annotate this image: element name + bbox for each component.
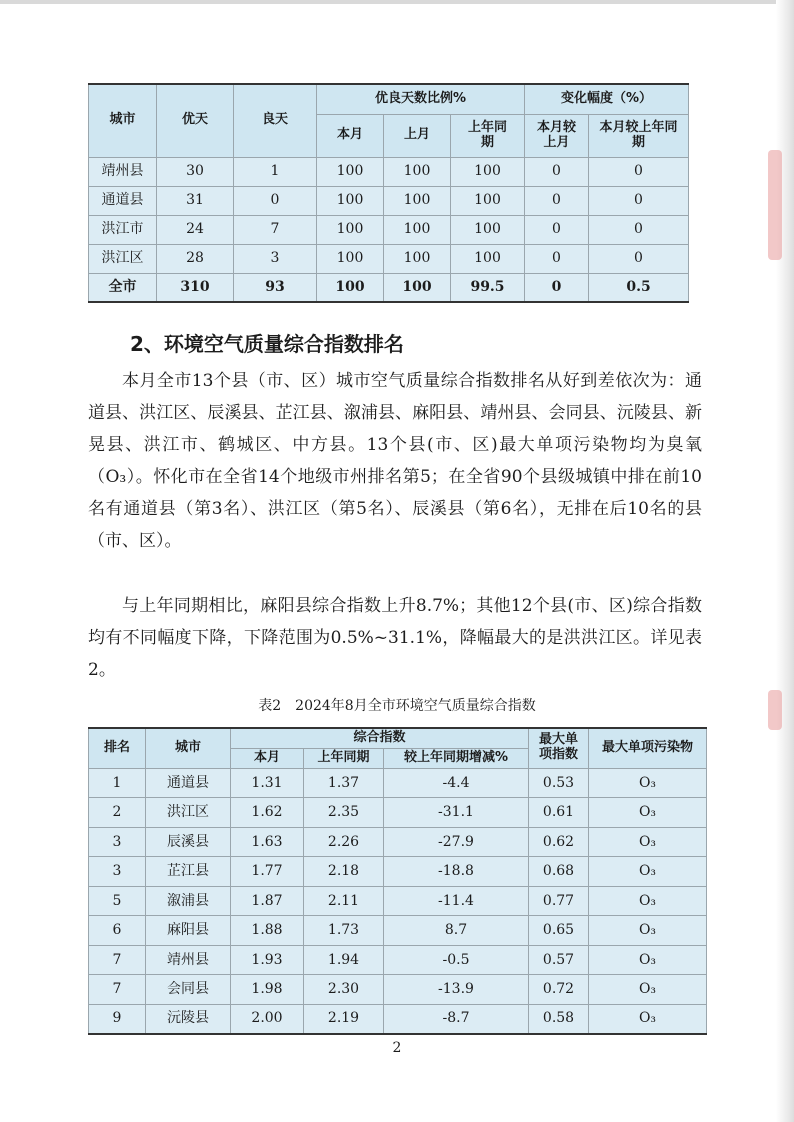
table-cell: 2 (89, 798, 146, 828)
header-vs-last-year: 本月较上年同期 (589, 114, 689, 157)
table-cell: 靖州县 (146, 945, 231, 975)
table-cell: 100 (451, 157, 525, 186)
table-cell: 100 (384, 215, 451, 244)
header-last-month: 上月 (384, 114, 451, 157)
table-row (89, 157, 689, 186)
table-cell: 100 (451, 186, 525, 215)
table-cell: 0 (589, 215, 689, 244)
table-row (89, 975, 707, 1005)
table-cell: 310 (157, 273, 234, 302)
table-cell: 100 (317, 244, 384, 273)
table-cell: 7 (89, 975, 146, 1005)
table-cell: 麻阳县 (146, 916, 231, 946)
table-cell: 8.7 (384, 916, 529, 946)
header-change: 较上年同期增减% (384, 748, 529, 768)
table-cell: 0.68 (529, 857, 589, 887)
table-row (89, 886, 707, 916)
table-cell: 1.37 (304, 768, 384, 798)
table-cell: 100 (384, 186, 451, 215)
table-cell: 2.19 (304, 1004, 384, 1034)
red-bleed-mark (768, 150, 782, 260)
table-cell: 3 (234, 244, 317, 273)
table-row (89, 827, 707, 857)
table-cell: O₃ (589, 1004, 707, 1034)
table-cell: O₃ (589, 768, 707, 798)
ranking-paragraph: 本月全市13个县（市、区）城市空气质量综合指数排名从好到差依次为：通道县、洪江区、辰溪县、芷江县、溆浦县、麻阳县、靖州县、会同县、沅陵县、新晃县、洪江市、鹤城区、中方县。13个县(市、区)最大单项污染物均为臭氧（O₃）。怀化市在全省14个地级市州排名第5；在全省90个县级城镇中排在前10名有通道县（第3名）、洪江区（第5名）、辰溪县（第6名），无排在后10名的县（市、区）。 (88, 371, 702, 551)
table-cell: 3 (89, 857, 146, 887)
table-cell: 7 (89, 945, 146, 975)
table-cell: O₃ (589, 975, 707, 1005)
table-cell: 0.72 (529, 975, 589, 1005)
table-cell: 0 (525, 273, 589, 302)
table-cell: O₃ (589, 916, 707, 946)
composite-index-table (88, 727, 707, 1035)
table-cell: 通道县 (146, 768, 231, 798)
table-cell: 31 (157, 186, 234, 215)
header-city: 城市 (89, 84, 157, 157)
table2-caption: 表2 2024年8月全市环境空气质量综合指数 (258, 698, 536, 714)
header-city: 城市 (146, 728, 231, 768)
section-heading: 2、环境空气质量综合指数排名 (130, 332, 404, 356)
table-cell: 2.35 (304, 798, 384, 828)
table-cell: 93 (234, 273, 317, 302)
table-cell: 辰溪县 (146, 827, 231, 857)
table-cell: 100 (384, 244, 451, 273)
table-row (89, 916, 707, 946)
table-cell: 24 (157, 215, 234, 244)
table-cell: 3 (89, 827, 146, 857)
table-cell: 0 (525, 157, 589, 186)
table-cell: 0.53 (529, 768, 589, 798)
header-good-days: 良天 (234, 84, 317, 157)
table-cell: 0 (234, 186, 317, 215)
header-this-month: 本月 (317, 114, 384, 157)
table-cell: 0 (525, 186, 589, 215)
table-cell: 99.5 (451, 273, 525, 302)
table-row (89, 1004, 707, 1034)
table-cell: 1.31 (231, 768, 304, 798)
comparison-paragraph: 与上年同期相比，麻阳县综合指数上升8.7%；其他12个县(市、区)综合指数均有不同幅度下降，下降范围为0.5%~31.1%，降幅最大的是洪洪江区。详见表2。 (88, 596, 702, 680)
header-max-pollutant: 最大单项污染物 (589, 728, 707, 768)
table-cell: 6 (89, 916, 146, 946)
table-cell: 0 (589, 244, 689, 273)
header-this-month: 本月 (231, 748, 304, 768)
header-max-single-index: 最大单项指数 (529, 728, 589, 768)
table-cell: O₃ (589, 798, 707, 828)
header-vs-last-month: 本月较上月 (525, 114, 589, 157)
table-cell: 1 (89, 768, 146, 798)
table-cell: 0.5 (589, 273, 689, 302)
table-cell: 0.58 (529, 1004, 589, 1034)
table-cell: 28 (157, 244, 234, 273)
table-cell: 2.00 (231, 1004, 304, 1034)
header-ratio-group: 优良天数比例% (317, 84, 525, 114)
table-cell: 1.93 (231, 945, 304, 975)
table-cell: 靖州县 (89, 157, 157, 186)
header-rank: 排名 (89, 728, 146, 768)
table-total-row (89, 273, 689, 302)
scan-edge-top (0, 0, 794, 4)
table-cell: 0.65 (529, 916, 589, 946)
table-cell: 100 (451, 244, 525, 273)
table-cell: O₃ (589, 827, 707, 857)
table-cell: -27.9 (384, 827, 529, 857)
table-cell: 9 (89, 1004, 146, 1034)
table-cell: 1.62 (231, 798, 304, 828)
table-cell: 洪江市 (89, 215, 157, 244)
header-change-group: 变化幅度（%） (525, 84, 689, 114)
table-row (89, 215, 689, 244)
table-cell: 1.73 (304, 916, 384, 946)
table-cell: 通道县 (89, 186, 157, 215)
table-cell: -0.5 (384, 945, 529, 975)
table-cell: 100 (317, 186, 384, 215)
table-cell: 洪江区 (89, 244, 157, 273)
table-cell: 芷江县 (146, 857, 231, 887)
table-cell: O₃ (589, 945, 707, 975)
table-cell: 0 (525, 215, 589, 244)
table-cell: 100 (317, 157, 384, 186)
table-cell: 0.57 (529, 945, 589, 975)
table-cell: 100 (384, 157, 451, 186)
table-cell: 洪江区 (146, 798, 231, 828)
table-cell: -13.9 (384, 975, 529, 1005)
table-row (89, 244, 689, 273)
header-excellent-days: 优天 (157, 84, 234, 157)
table-cell: 100 (317, 215, 384, 244)
table-cell: 1.88 (231, 916, 304, 946)
table-cell: 1.77 (231, 857, 304, 887)
table-row (89, 768, 707, 798)
table-cell: -31.1 (384, 798, 529, 828)
table-cell: 0.77 (529, 886, 589, 916)
table-cell: 100 (384, 273, 451, 302)
excellent-days-table (88, 83, 689, 303)
table-cell: 全市 (89, 273, 157, 302)
table-cell: 1.63 (231, 827, 304, 857)
table-cell: O₃ (589, 886, 707, 916)
table-cell: 1.87 (231, 886, 304, 916)
table-cell: 30 (157, 157, 234, 186)
table-cell: -8.7 (384, 1004, 529, 1034)
table-cell: 2.18 (304, 857, 384, 887)
table-cell: 0.61 (529, 798, 589, 828)
table-row (89, 857, 707, 887)
table-cell: 2.30 (304, 975, 384, 1005)
header-last-year: 上年同期 (451, 114, 525, 157)
table-cell: 2.11 (304, 886, 384, 916)
table-cell: 0.62 (529, 827, 589, 857)
table-cell: 0 (589, 186, 689, 215)
table-row (89, 186, 689, 215)
table-cell: 沅陵县 (146, 1004, 231, 1034)
table-cell: 7 (234, 215, 317, 244)
table-cell: 1.98 (231, 975, 304, 1005)
header-last-year: 上年同期 (304, 748, 384, 768)
page-number: 2 (392, 1040, 402, 1056)
table-cell: -11.4 (384, 886, 529, 916)
table-cell: 1 (234, 157, 317, 186)
table-cell: O₃ (589, 857, 707, 887)
table-cell: 100 (317, 273, 384, 302)
table-cell: 溆浦县 (146, 886, 231, 916)
table-cell: 0 (525, 244, 589, 273)
table-cell: -18.8 (384, 857, 529, 887)
table-row (89, 945, 707, 975)
table-cell: 会同县 (146, 975, 231, 1005)
table-cell: -4.4 (384, 768, 529, 798)
table-cell: 0 (589, 157, 689, 186)
table-cell: 100 (451, 215, 525, 244)
table-cell: 1.94 (304, 945, 384, 975)
table-cell: 2.26 (304, 827, 384, 857)
table-cell: 5 (89, 886, 146, 916)
header-index-group: 综合指数 (231, 728, 529, 748)
table-row (89, 798, 707, 828)
